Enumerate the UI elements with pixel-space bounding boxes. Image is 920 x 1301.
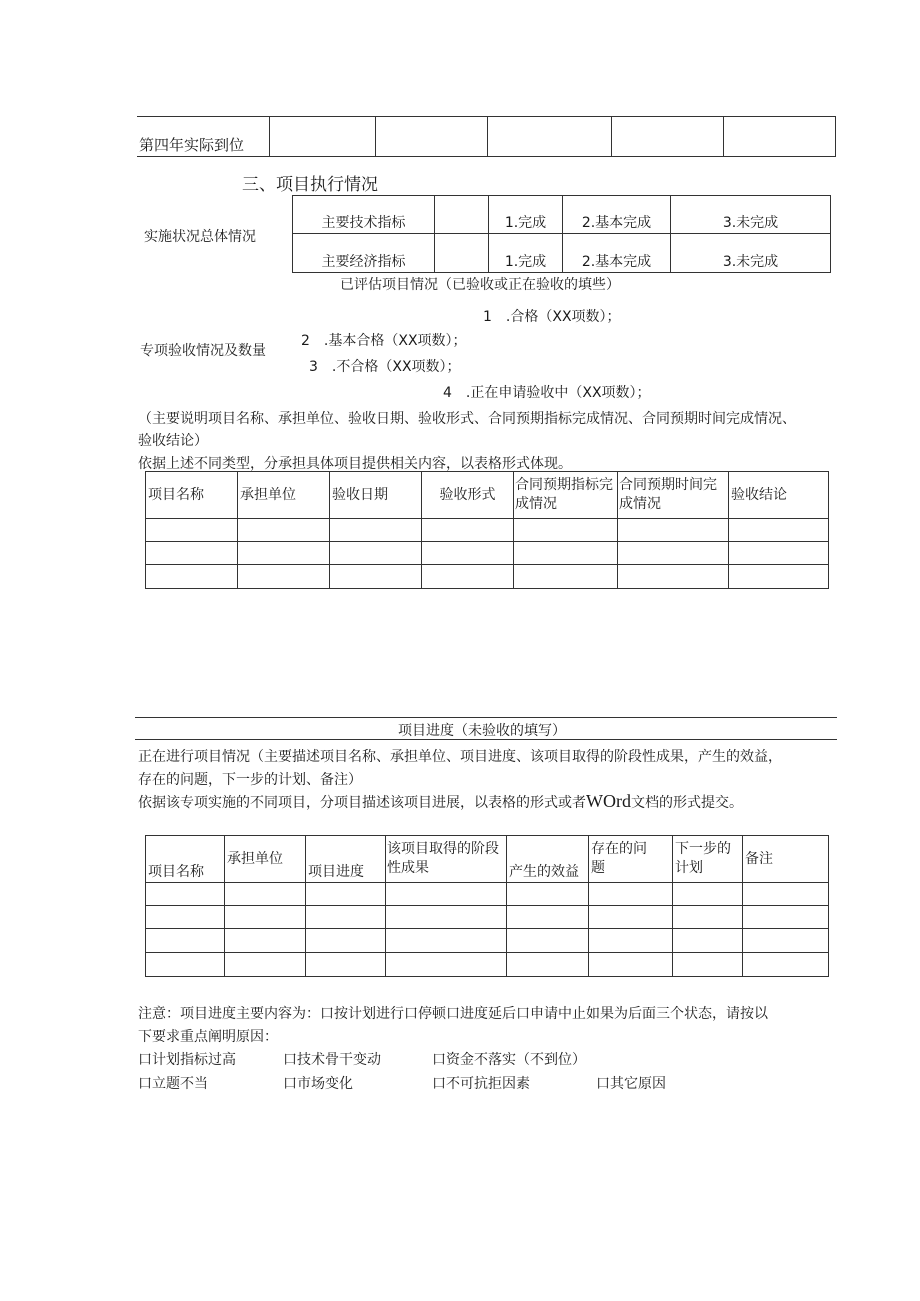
table-cell[interactable] [507, 953, 589, 977]
table-cell[interactable] [422, 542, 514, 565]
progress-col-header: 产生的效益 [507, 836, 589, 883]
progress-desc-line1: 正在进行项目情况（主要描述项目名称、承担单位、项目进度、该项目取得的阶段性成果，产生的效益， [138, 749, 782, 765]
acceptance-item-fail: 3 .不合格（XX项数）； [309, 359, 461, 375]
table-cell[interactable] [673, 906, 743, 929]
progress-basis [138, 791, 743, 812]
option-basic-complete[interactable]: 2.基本完成 [563, 196, 671, 234]
indicator-blank[interactable] [435, 234, 489, 273]
table-cell[interactable] [507, 906, 589, 929]
table-row [146, 565, 829, 589]
acceptance-col-header: 验收结论 [729, 472, 829, 519]
acceptance-col-header: 合同预期指标完成情况 [514, 472, 618, 519]
acceptance-col-header: 验收日期 [330, 472, 422, 519]
table-cell[interactable] [306, 906, 386, 929]
table-cell[interactable] [743, 929, 829, 953]
table-cell[interactable] [618, 542, 729, 565]
acceptance-col-header: 验收形式 [422, 472, 514, 519]
progress-table [145, 835, 829, 977]
acceptance-col-header: 项目名称 [146, 472, 238, 519]
table-cell[interactable] [146, 929, 225, 953]
indicator-table [292, 195, 831, 273]
table-cell[interactable] [306, 883, 386, 906]
acceptance-header: 已评估项目情况（已验收或正在验收的填些） [340, 277, 620, 293]
indicator-label-tech: 主要技术指标 [293, 196, 435, 234]
notice-line2: 下要求重点阐明原因： [138, 1029, 278, 1045]
year4-cell[interactable] [269, 117, 375, 157]
progress-col-header: 存在的问题 [589, 836, 673, 883]
table-cell[interactable] [589, 883, 673, 906]
table-cell[interactable] [330, 519, 422, 542]
overall-status-label: 实施状况总体情况 [144, 229, 256, 245]
table-cell[interactable] [306, 929, 386, 953]
table-cell[interactable] [146, 906, 225, 929]
progress-col-header: 项目进度 [306, 836, 386, 883]
acceptance-item-applying: 4 .正在申请验收中（XX项数）； [443, 385, 651, 401]
table-cell[interactable] [729, 565, 829, 589]
reason-plan-too-high[interactable]: 口计划指标过高 [138, 1052, 236, 1068]
progress-bottom-rule [135, 739, 837, 740]
reason-key-staff-change[interactable]: 口技术骨干变动 [283, 1052, 381, 1068]
indicator-blank[interactable] [435, 196, 489, 234]
table-cell[interactable] [507, 883, 589, 906]
table-cell[interactable] [743, 883, 829, 906]
progress-col-header: 项目名称 [146, 836, 225, 883]
option-complete[interactable]: 1.完成 [489, 234, 563, 273]
table-cell[interactable] [507, 929, 589, 953]
table-cell[interactable] [514, 565, 618, 589]
table-cell[interactable] [729, 519, 829, 542]
table-row [146, 953, 829, 977]
progress-basis-suffix: 文档的形式提交。 [630, 795, 743, 811]
table-cell[interactable] [238, 542, 330, 565]
notice-line1: 注意：项目进度主要内容为：口按计划进行口停顿口进度延后口申请中止如果为后面三个状态，请按以 [138, 1006, 768, 1022]
table-cell[interactable] [514, 519, 618, 542]
table-cell[interactable] [422, 519, 514, 542]
acceptance-note-line1: （主要说明项目名称、承担单位、验收日期、验收形式、合同预期指标完成情况、合同预期时间完成情况、 [138, 411, 796, 427]
progress-col-header: 承担单位 [225, 836, 306, 883]
table-cell[interactable] [589, 906, 673, 929]
reason-other[interactable]: 口其它原因 [596, 1076, 666, 1092]
progress-desc-line2: 存在的问题，下一步的计划、备注） [138, 772, 362, 788]
section3-title: 三、项目执行情况 [242, 175, 378, 195]
table-cell[interactable] [386, 883, 507, 906]
table-cell[interactable] [238, 565, 330, 589]
progress-title: 项目进度（未验收的填写） [398, 723, 566, 739]
table-cell[interactable] [225, 929, 306, 953]
table-cell[interactable] [146, 565, 238, 589]
table-row [146, 883, 829, 906]
table-row [146, 519, 829, 542]
progress-col-header: 下一步的计划 [673, 836, 743, 883]
reason-improper-topic[interactable]: 口立题不当 [138, 1076, 208, 1092]
table-cell[interactable] [225, 883, 306, 906]
option-incomplete[interactable]: 3.未完成 [671, 196, 831, 234]
table-cell[interactable] [386, 906, 507, 929]
progress-col-header: 备注 [743, 836, 829, 883]
table-cell[interactable] [673, 883, 743, 906]
reason-force-majeure[interactable]: 口不可抗拒因素 [432, 1076, 530, 1092]
year4-cell[interactable] [375, 117, 487, 157]
table-cell[interactable] [422, 565, 514, 589]
table-row [146, 542, 829, 565]
table-cell[interactable] [743, 953, 829, 977]
table-cell[interactable] [306, 953, 386, 977]
table-cell[interactable] [589, 953, 673, 977]
table-cell[interactable] [673, 929, 743, 953]
option-complete[interactable]: 1.完成 [489, 196, 563, 234]
table-cell[interactable] [618, 519, 729, 542]
table-cell[interactable] [589, 929, 673, 953]
progress-basis-word: WOrd [586, 791, 631, 811]
reason-funding-not-in-place[interactable]: 口资金不落实（不到位） [432, 1052, 586, 1068]
table-cell[interactable] [386, 953, 507, 977]
acceptance-col-header: 承担单位 [238, 472, 330, 519]
table-cell[interactable] [673, 953, 743, 977]
acceptance-note-line2: 验收结论） [138, 433, 208, 449]
table-row [146, 929, 829, 953]
table-cell[interactable] [729, 542, 829, 565]
table-cell[interactable] [386, 929, 507, 953]
year4-table [137, 116, 836, 157]
option-incomplete[interactable]: 3.未完成 [671, 234, 831, 273]
table-cell[interactable] [743, 906, 829, 929]
table-row [146, 906, 829, 929]
year4-label: 第四年实际到位 [137, 117, 269, 157]
reason-market-change[interactable]: 口市场变化 [283, 1076, 353, 1092]
indicator-label-econ: 主要经济指标 [293, 234, 435, 273]
table-cell[interactable] [238, 519, 330, 542]
option-basic-complete[interactable]: 2.基本完成 [563, 234, 671, 273]
table-cell[interactable] [146, 519, 238, 542]
progress-basis-prefix: 依据该专项实施的不同项目，分项目描述该项目进展，以表格的形式或者 [138, 795, 586, 811]
year4-cell[interactable] [487, 117, 611, 157]
table-cell[interactable] [618, 565, 729, 589]
year4-cell[interactable] [611, 117, 723, 157]
progress-col-header: 该项目取得的阶段性成果 [386, 836, 507, 883]
acceptance-item-pass: 1 .合格（XX项数）； [483, 309, 621, 325]
table-cell[interactable] [330, 542, 422, 565]
acceptance-col-header: 合同预期时间完成情况 [618, 472, 729, 519]
table-cell[interactable] [146, 953, 225, 977]
table-cell[interactable] [330, 565, 422, 589]
acceptance-table [145, 471, 829, 589]
table-cell[interactable] [146, 883, 225, 906]
table-cell[interactable] [514, 542, 618, 565]
acceptance-basis: 依据上述不同类型，分承担具体项目提供相关内容，以表格形式体现。 [138, 456, 572, 472]
acceptance-item-basic-pass: 2 .基本合格（XX项数）； [301, 333, 467, 349]
acceptance-side-label: 专项验收情况及数量 [140, 343, 266, 359]
table-cell[interactable] [225, 906, 306, 929]
progress-top-rule [135, 717, 837, 718]
table-cell[interactable] [225, 953, 306, 977]
year4-cell[interactable] [723, 117, 835, 157]
table-cell[interactable] [146, 542, 238, 565]
